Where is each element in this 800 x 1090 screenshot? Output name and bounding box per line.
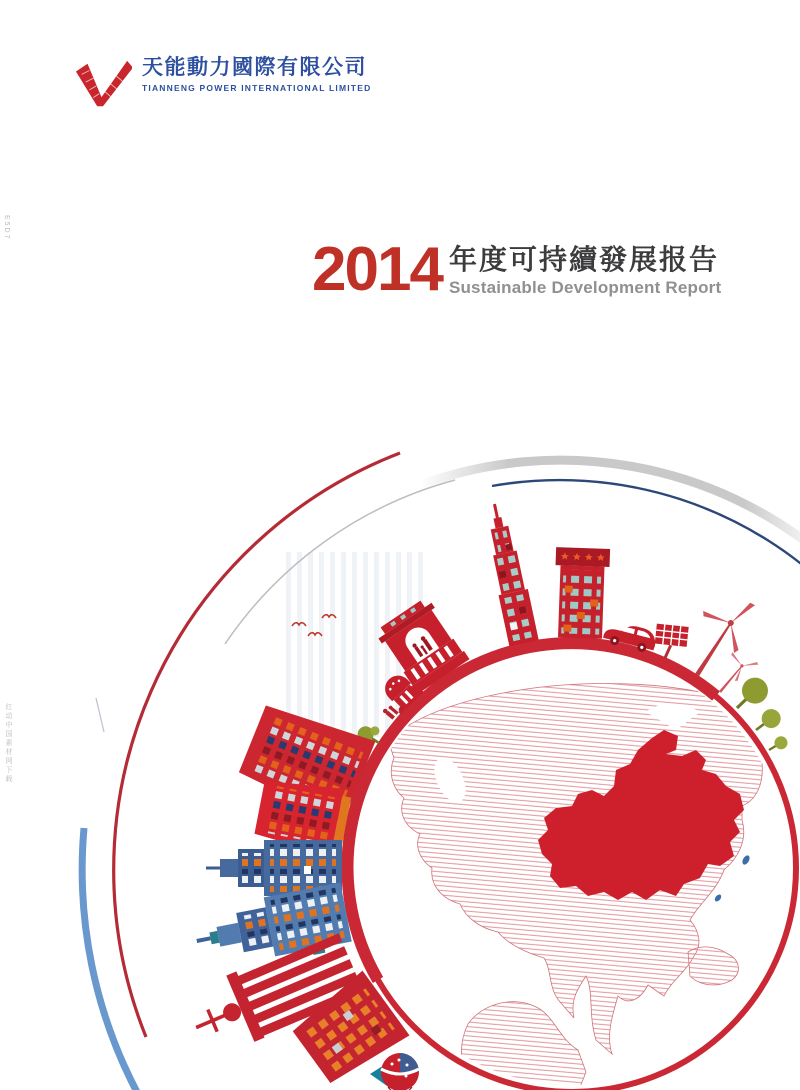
company-name-zh: 天能動力國際有限公司 (142, 56, 367, 79)
skyscraper (480, 501, 539, 646)
gray-arc (420, 460, 800, 556)
star-building (553, 547, 610, 639)
company-logo (74, 56, 371, 110)
spine-mark-bottom: 红动中国素材网下载 (5, 703, 12, 784)
faint-line (96, 698, 104, 732)
report-title-en: Sustainable Development Report (448, 277, 722, 297)
globe (348, 643, 796, 1090)
report-title-zh: 年度可持續發展报告 (448, 244, 719, 275)
blue-arc (82, 828, 138, 1090)
hot-air-balloon (370, 1053, 419, 1090)
report-year: 2014 (312, 235, 442, 304)
spine-mark-top: E5D7 (3, 215, 10, 241)
navy-arc (492, 480, 800, 599)
globe-city-illustration (0, 440, 800, 1090)
report-title (312, 235, 722, 304)
tianneng-v-logo-icon (74, 60, 132, 110)
company-name-en: TIANNENG POWER INTERNATIONAL LIMITED (142, 83, 372, 94)
